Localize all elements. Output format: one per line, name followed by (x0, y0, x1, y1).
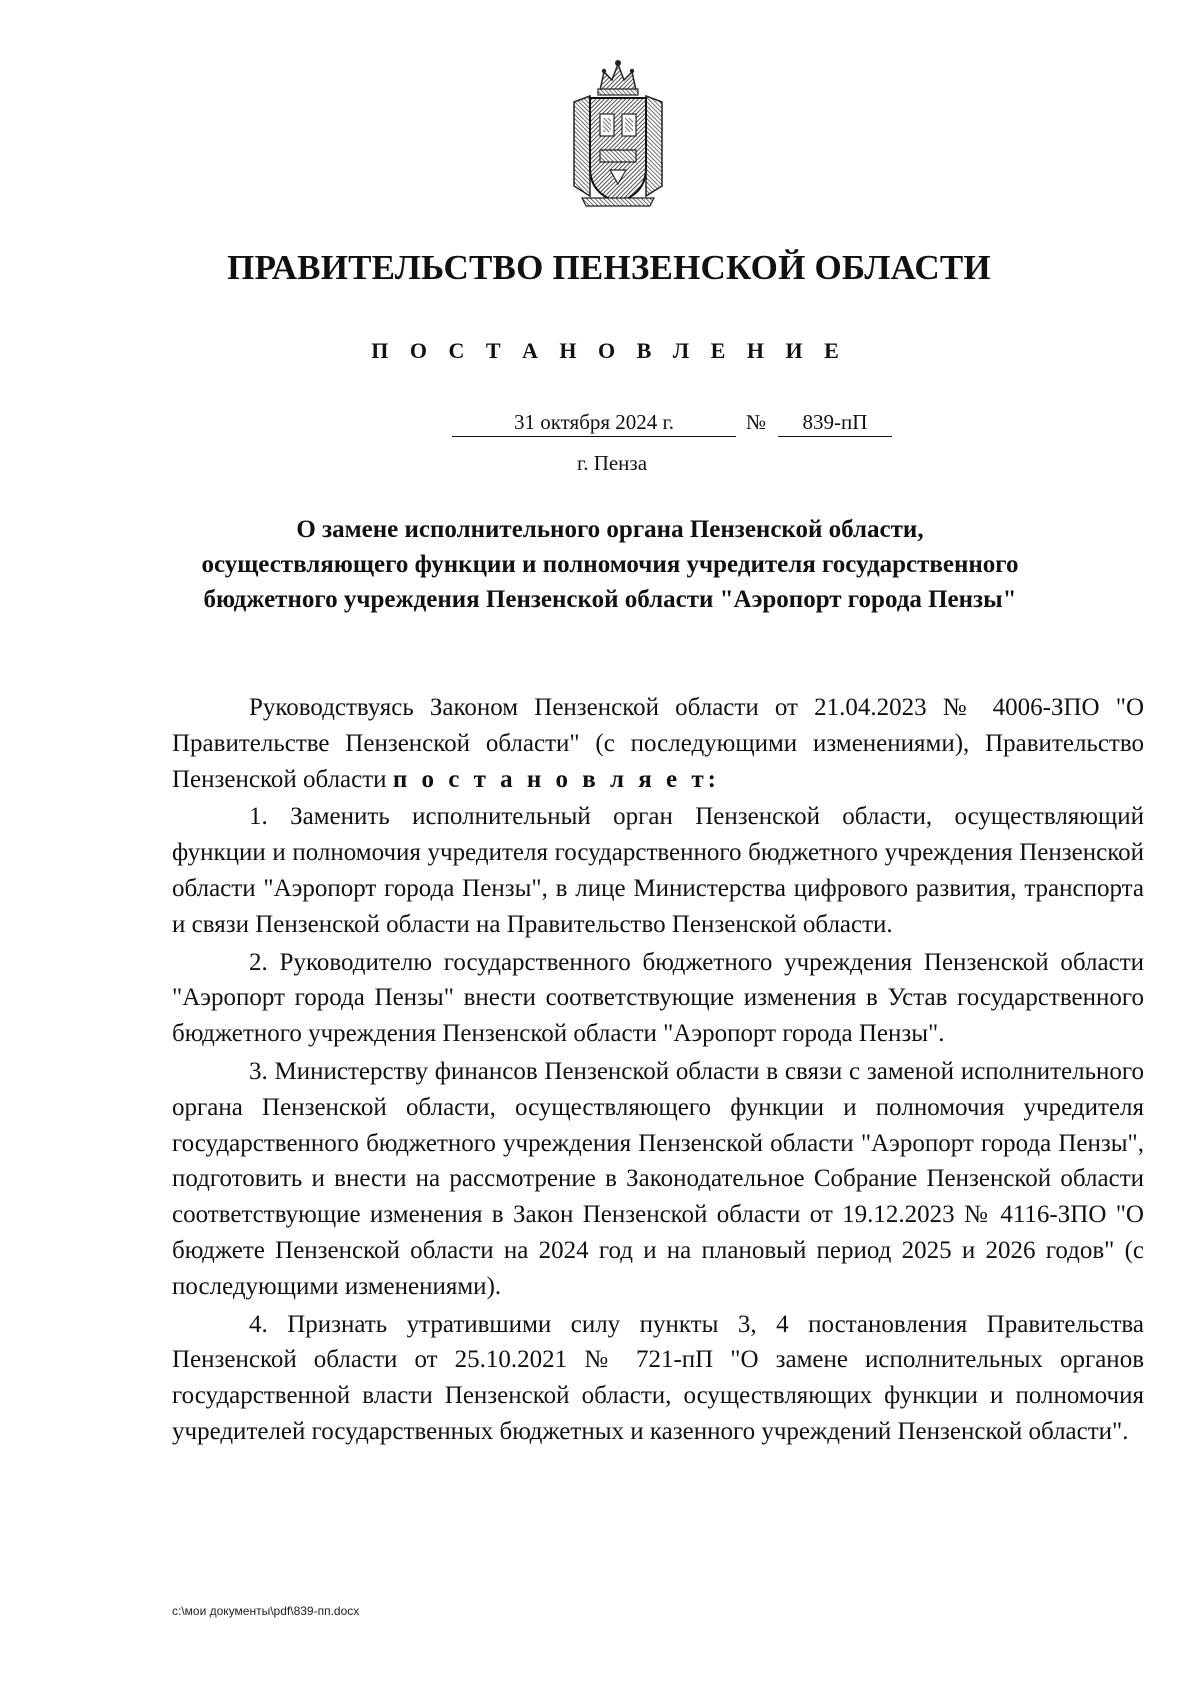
document-city: г. Пенза (576, 451, 648, 475)
document-number: 839-пП (778, 410, 892, 437)
clause-paragraph: 2. Руководителю государственного бюджетного учреждения Пензенской области "Аэропорт города Пензы" внести соответствующие изменения в Устав государственного бюджетного учреждения Пензенской области "Аэропорт города Пензы". (172, 948, 1144, 1048)
document-type-heading: П О С Т А Н О В Л Е Н И Е (371, 338, 847, 363)
coat-of-arms-icon (560, 58, 676, 208)
document-subject (150, 512, 1070, 617)
document-date: 31 октября 2024 г. (452, 410, 736, 437)
document-body (172, 690, 1144, 1450)
subject-line: осуществляющего функции и полномочия учредителя государственного (201, 551, 1019, 578)
organization-title: ПРАВИТЕЛЬСТВО ПЕНЗЕНСКОЙ ОБЛАСТИ (227, 248, 991, 287)
clause-paragraph: 4. Признать утратившими силу пункты 3, 4 постановления Правительства Пензенской области от 25.10.2021 № 721-пП "О замене исполнительных органов государственной власти Пензенской области, осуществляющих функции и полномочия учредителей государственных бюджетных и казенного учреждений Пензенской области". (172, 1310, 1144, 1445)
file-path-footer: c:\мои документы\pdf\839-пп.docx (172, 1604, 360, 1618)
subject-line: О замене исполнительного органа Пензенской области, (296, 516, 924, 543)
preamble-text: Руководствуясь Законом Пензенской области от 21.04.2023 № 4006-ЗПО "О Правительстве Пензенской области" (с последующими изменениями), Правительство Пензенской области (172, 694, 1144, 793)
decree-word: п о с т а н о в л я е т: (392, 765, 721, 793)
clause-paragraph: 3. Министерству финансов Пензенской области в связи с заменой исполнительного органа Пензенской области, осуществляющего функции и полномочия учредителя государственного бюджетного учреждения Пензенской области "Аэропорт города Пензы", подготовить и внести на рассмотрение в Законодательное Собрание Пензенской области соответствующие изменения в Закон Пензенской области от 19.12.2023 № 4116-ЗПО "О бюджете Пензенской области на 2024 год и на плановый период 2025 и 2026 годов" (с последующими изменениями). (172, 1057, 1144, 1300)
number-sign: № (746, 410, 767, 434)
clause-paragraph: 1. Заменить исполнительный орган Пензенской области, осуществляющий функции и полномочия учредителя государственного бюджетного учреждения Пензенской области "Аэропорт города Пензы", в лице Министерства цифрового развития, транспорта и связи Пензенской области на Правительство Пензенской области. (172, 803, 1144, 938)
preamble-paragraph (172, 690, 1144, 797)
subject-line: бюджетного учреждения Пензенской области "Аэропорт города Пензы" (203, 586, 1017, 613)
